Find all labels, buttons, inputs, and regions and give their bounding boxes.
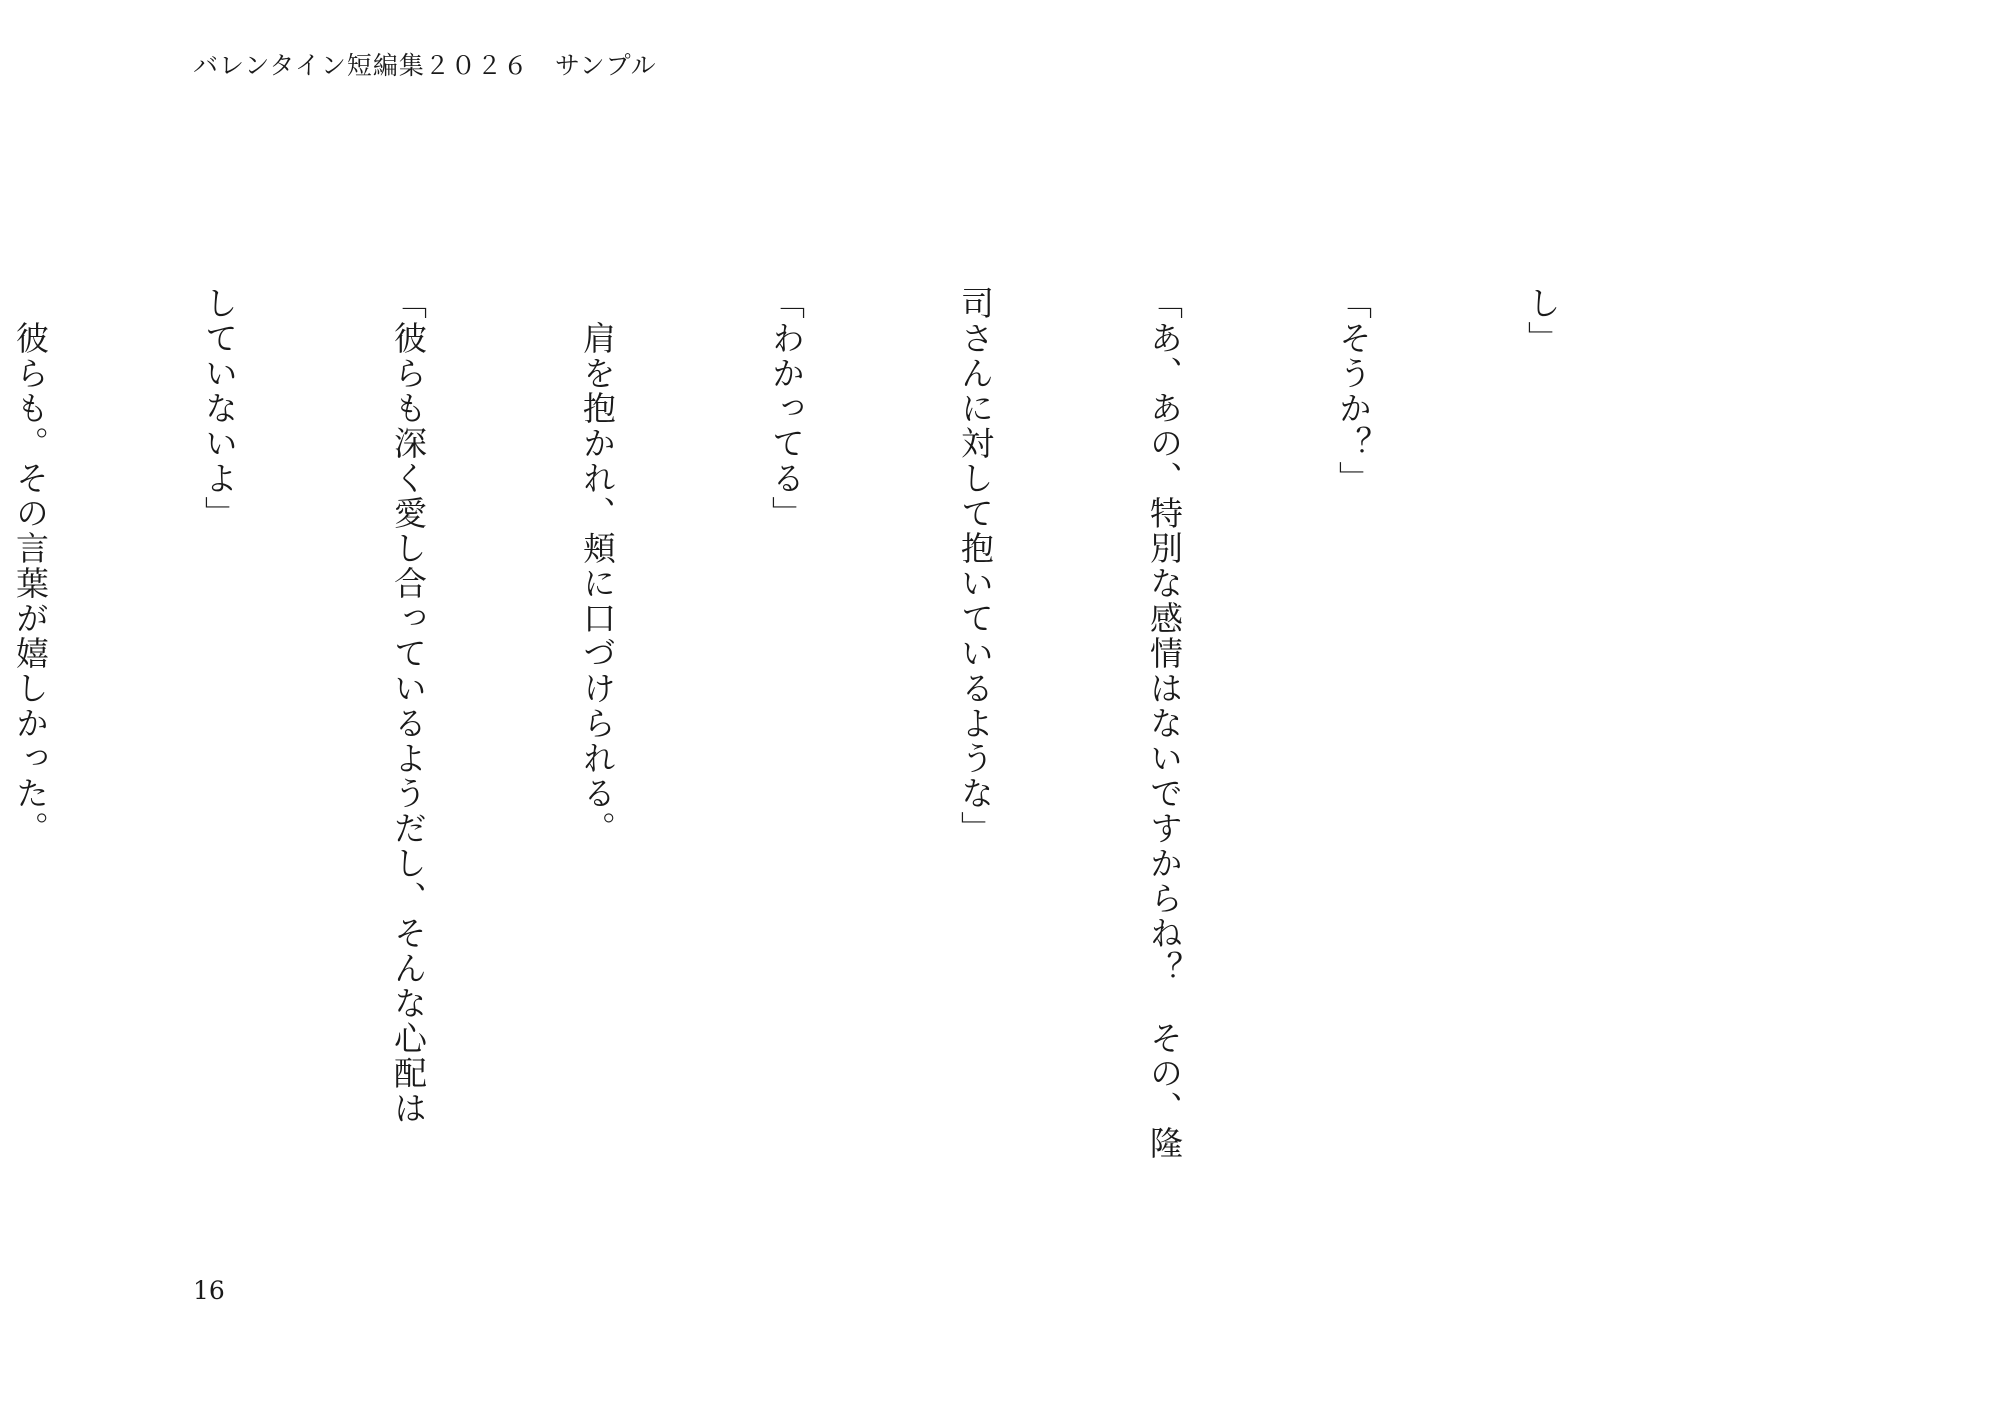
page-number: 16 xyxy=(193,1276,225,1305)
text-line: 「彼らも深く愛し合っているようだし、そんな心配は xyxy=(389,286,428,1126)
text-line: していないよ」 xyxy=(200,286,239,531)
text-line: 彼らも。その言葉が嬉しかった。 xyxy=(11,286,50,846)
text-line: し」 xyxy=(1523,286,1562,356)
text-line: 「そうか？」 xyxy=(1334,286,1373,496)
running-header: バレンタイン短編集２０２６ サンプル xyxy=(193,51,657,80)
text-line: 「あ、あの、特別な感情はないですからね？ その、隆 xyxy=(1145,286,1184,1161)
novel-body-text xyxy=(0,286,1700,1246)
text-line: 「わかってる」 xyxy=(767,286,806,531)
text-line: 肩を抱かれ、頬に口づけられる。 xyxy=(578,286,617,846)
text-line: 司さんに対して抱いているような」 xyxy=(956,286,995,846)
